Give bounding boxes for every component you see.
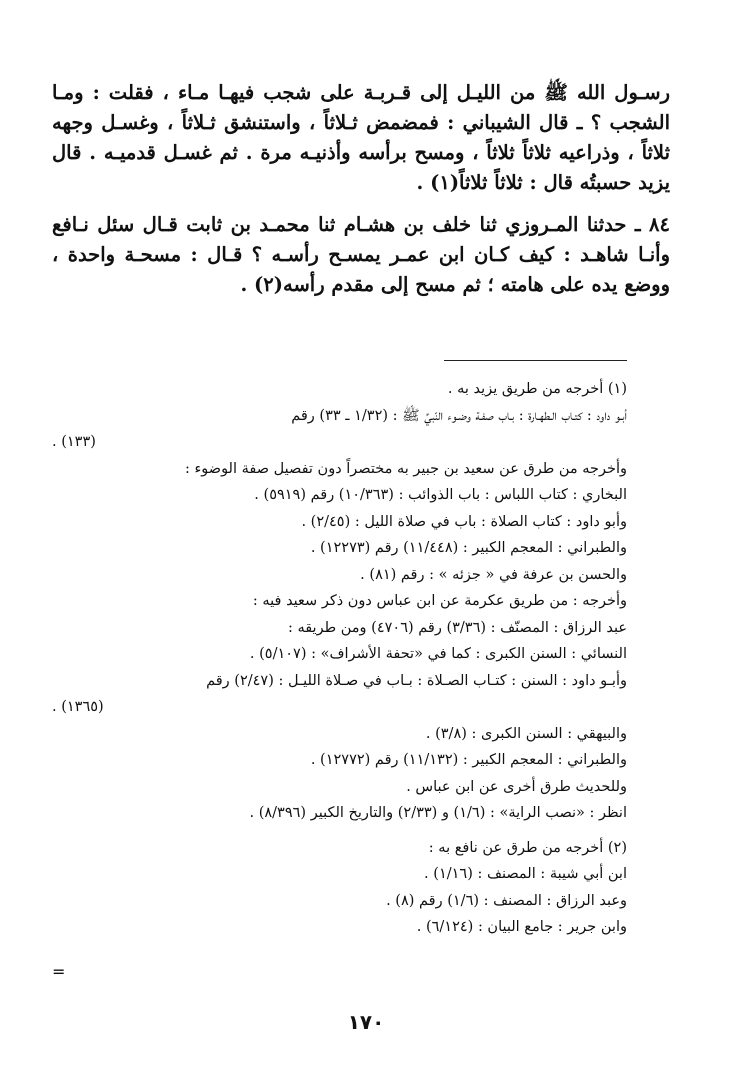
footnote-line: والبيهقي : السنن الكبرى : (٣/٨) . [425, 725, 627, 742]
footnote-1-heading: (١) أخرجه من طريق يزيد به . [447, 381, 627, 397]
footnote-line: وعبد الرزاق : المصنف : (١/٦) رقم (٨) . [386, 892, 627, 909]
footnote-line: وللحديث طرق أخرى عن ابن عباس . [406, 778, 627, 795]
paragraph-2-hadith-84: ٨٤ ـ حدثنا المـروزي ثنا خلف بن هشـام ثنا محمـد بن ثابت قـال سئل نـافع وأنـا شاهـد : كيف كـان ابن عمـر يمسـح رأسـه ؟ قـال : مسحـة واحدة ، ووضع يده على هامته ؛ ثم مسح إلى مقدم رأسه(٢) . [52, 213, 670, 296]
footnote-line: وأبو داود : كتاب الصلاة : باب في صلاة الليل : (٢/٤٥) . [301, 513, 627, 530]
footnote-line: ابن أبي شيبة : المصنف : (١/١٦) . [424, 866, 627, 882]
footnote-line: والطبراني : المعجم الكبير : (١١/١٣٢) رقم (١٢٧٧٢) . [310, 752, 627, 768]
footnote-line: وأخرجه من طرق عن سعيد بن جبير به مختصراً دون تفصيل صفة الوضوء : [184, 460, 627, 477]
footnote-line: النسائي : السنن الكبرى : كما في «تحفة الأشراف» : (٥/١٠٧) . [249, 646, 627, 662]
footnote-line: أبـو داود : كتـاب الـطهـارة : بـاب صفـة وضـوء النّبيِّ ﷺ : (١/٣٢ ـ ٣٣) رقم [291, 407, 627, 424]
footnote-line: والطبراني : المعجم الكبير : (١١/٤٤٨) رقم (١٢٢٧٣) . [310, 540, 627, 556]
footnote-line: وأبـو داود : السنن : كتـاب الصـلاة : بـاب في صـلاة الليـل : (٢/٤٧) رقم [206, 672, 627, 689]
paragraph-1: رسـول الله ﷺ من الليـل إلى قـربـة على شجب فيهـا مـاء ، فقلت : ومـا الشجب ؟ ـ قال الشيباني : فمضمض ثـلاثاً ، واستنشق ثـلاثاً ، وغسـل وجهه ثلاثاً ، وذراعيه ثلاثاً ثلاثاً ، ومسح برأسه وأذنيـه مرة . ثم غسـل قدميـه . قال يزيد حسبتُه قال : ثلاثاً ثلاثاً(١) . [52, 81, 670, 194]
footnote-line-continuation: (١٣٣) . [52, 434, 96, 450]
footnote-line: البخاري : كتاب اللباس : باب الذوائب : (١٠/٣٦٣) رقم (٥٩١٩) . [254, 487, 627, 503]
footnote-line: انظر : «نصب الراية» : (١/٦) و (٢/٣٣) والتاريخ الكبير (٨/٣٩٦) . [249, 805, 627, 821]
footnote-line: عبد الرزاق : المصنّف : (٣/٣٦) رقم (٤٧٠٦) ومن طريقه : [287, 619, 627, 636]
footnote-gap [52, 827, 627, 835]
footnote-line-continuation: (١٣٦٥) . [52, 699, 104, 715]
footnote-separator [444, 360, 627, 361]
main-text [52, 78, 670, 300]
footnote-2-heading: (٢) أخرجه من طرق عن نافع به : [428, 839, 627, 856]
page-number: ١٧٠ [347, 1010, 385, 1034]
continuation-mark: = [52, 962, 66, 981]
footnote-line: والحسن بن عرفة في « جزئه » : رقم (٨١) . [360, 566, 627, 583]
footnote-line: وأخرجه : من طريق عكرمة عن ابن عباس دون ذكر سعيد فيه : [252, 593, 627, 609]
footnotes [52, 376, 627, 941]
footnote-line: وابن جرير : جامع البيان : (٦/١٢٤) . [416, 919, 627, 935]
